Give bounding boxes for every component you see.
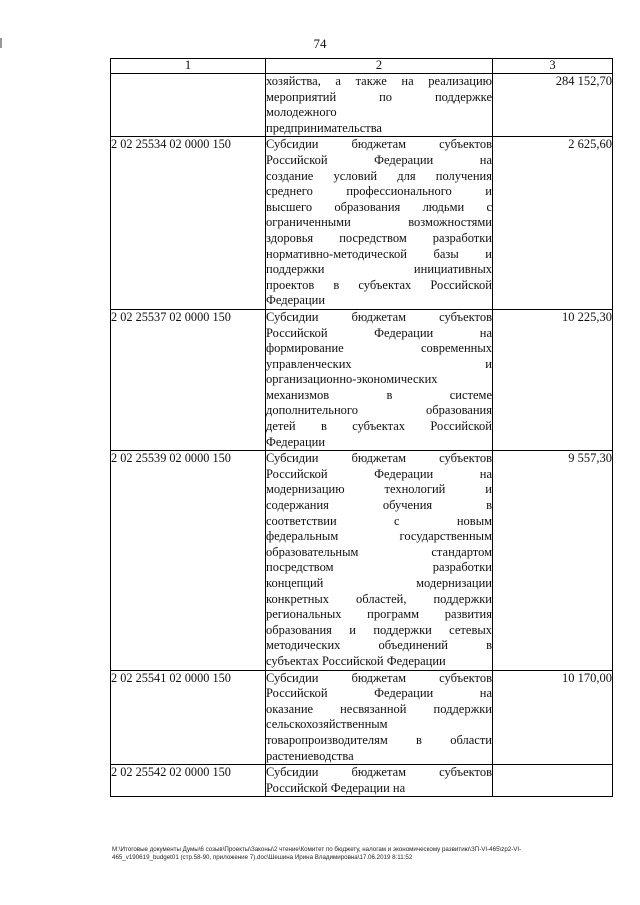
description-line: поддержки инициативных xyxy=(266,262,492,277)
amount-cell: 9 557,30 xyxy=(493,451,613,670)
description-line: концепций модернизации xyxy=(266,576,492,590)
description-line: методических объединений в xyxy=(266,638,492,653)
description-cell xyxy=(266,309,493,450)
description-line: сельскохозяйственным xyxy=(266,717,388,732)
description-line: Субсидии бюджетам субъектов xyxy=(266,670,492,685)
description-line: дополнительного образования xyxy=(266,403,492,418)
amount-cell: 2 625,60 xyxy=(493,137,613,310)
description-line: управленческих и xyxy=(266,356,492,371)
description-line: содержания обучения в xyxy=(266,498,492,513)
description-cell xyxy=(266,670,493,765)
description-cell xyxy=(266,74,493,137)
description-line: здоровья посредством разработки xyxy=(266,230,492,245)
table-row xyxy=(111,451,613,670)
description-line: предпринимательства xyxy=(266,120,382,135)
table-header-row xyxy=(111,59,613,74)
description-line: хозяйства, а также на реализацию xyxy=(266,74,492,88)
page-number: 74 xyxy=(313,36,327,51)
table-row xyxy=(111,765,613,797)
description-line: механизмов в системе xyxy=(266,387,492,402)
description-line: Федерации xyxy=(266,434,326,449)
description-line: конкретных областей, поддержки xyxy=(266,591,492,606)
budget-code-cell: 2 02 25534 02 0000 150 xyxy=(111,137,266,310)
description-line: Субсидии бюджетам субъектов xyxy=(266,309,492,324)
description-cell xyxy=(266,137,493,310)
description-line: субъектах Российской Федерации xyxy=(266,653,446,668)
column-header-2: 2 xyxy=(266,59,493,74)
budget-code-cell xyxy=(111,74,266,137)
description-line: региональных программ развития xyxy=(266,607,492,622)
description-line: Субсидии бюджетам субъектов xyxy=(266,137,492,152)
description-cell xyxy=(266,765,493,797)
amount-cell xyxy=(493,765,613,797)
description-line: высшего образования людьми с xyxy=(266,199,492,214)
description-line: нормативно-методической базы и xyxy=(266,246,492,261)
description-line: растениеводства xyxy=(266,748,354,763)
description-line: модернизацию технологий и xyxy=(266,482,492,497)
footer-path-line-1: М:\Итоговые документы Думы\6 созыв\Проекты\Законы\2 чтение\Комитет по бюджету, налогам и экономическому развитию\ЗП-VI-465\zp2-VI- xyxy=(112,846,522,853)
column-header-1: 1 xyxy=(111,59,266,74)
table-row xyxy=(111,670,613,765)
description-line: Российской Федерации на xyxy=(266,686,492,701)
description-line: образовательным стандартом xyxy=(266,544,492,559)
description-line: молодежного xyxy=(266,105,337,120)
description-line: Российской Федерации на xyxy=(266,466,492,481)
description-line: ограниченными возможностями xyxy=(266,215,492,230)
description-line: товаропроизводителям в области xyxy=(266,732,492,747)
description-line: федеральным государственным xyxy=(266,529,492,544)
description-line: детей в субъектах Российской xyxy=(266,419,492,434)
description-line: мероприятий по поддержке xyxy=(266,89,492,104)
budget-table xyxy=(110,58,613,797)
description-line: проектов в субъектах Российской xyxy=(266,277,492,292)
description-line: организационно-экономических xyxy=(266,372,438,387)
table-row xyxy=(111,309,613,450)
document-footer xyxy=(112,846,617,862)
description-line: среднего профессионального и xyxy=(266,184,492,199)
amount-cell: 10 170,00 xyxy=(493,670,613,765)
budget-code-cell: 2 02 25539 02 0000 150 xyxy=(111,451,266,670)
description-cell xyxy=(266,451,493,670)
budget-code-cell: 2 02 25541 02 0000 150 xyxy=(111,670,266,765)
amount-cell: 284 152,70 xyxy=(493,74,613,137)
table-row xyxy=(111,74,613,137)
budget-code-cell: 2 02 25537 02 0000 150 xyxy=(111,309,266,450)
description-line: Российской Федерации на xyxy=(266,780,406,795)
description-line: Российской Федерации на xyxy=(266,152,492,167)
column-header-3: 3 xyxy=(493,59,613,74)
amount-cell: 10 225,30 xyxy=(493,309,613,450)
description-line: формирование современных xyxy=(266,341,492,356)
description-line: соответствии с новым xyxy=(266,513,492,528)
description-line: посредством разработки xyxy=(266,560,492,575)
description-line: Федерации xyxy=(266,293,326,308)
description-line: образования и поддержки сетевых xyxy=(266,622,492,637)
footer-path-line-2: 465_v190619_budget01 (стр.58-90, приложение 7).doc\Шешина Ирина Владимировна\17.06.2019 8:11:52 xyxy=(112,854,413,862)
description-line: Субсидии бюджетам субъектов xyxy=(266,451,492,466)
budget-code-cell: 2 02 25542 02 0000 150 xyxy=(111,765,266,797)
description-line: создание условий для получения xyxy=(266,168,492,183)
description-line: Российской Федерации на xyxy=(266,325,492,340)
description-line: оказание несвязанной поддержки xyxy=(266,701,492,716)
description-line: Субсидии бюджетам субъектов xyxy=(266,765,492,780)
table-row xyxy=(111,137,613,310)
